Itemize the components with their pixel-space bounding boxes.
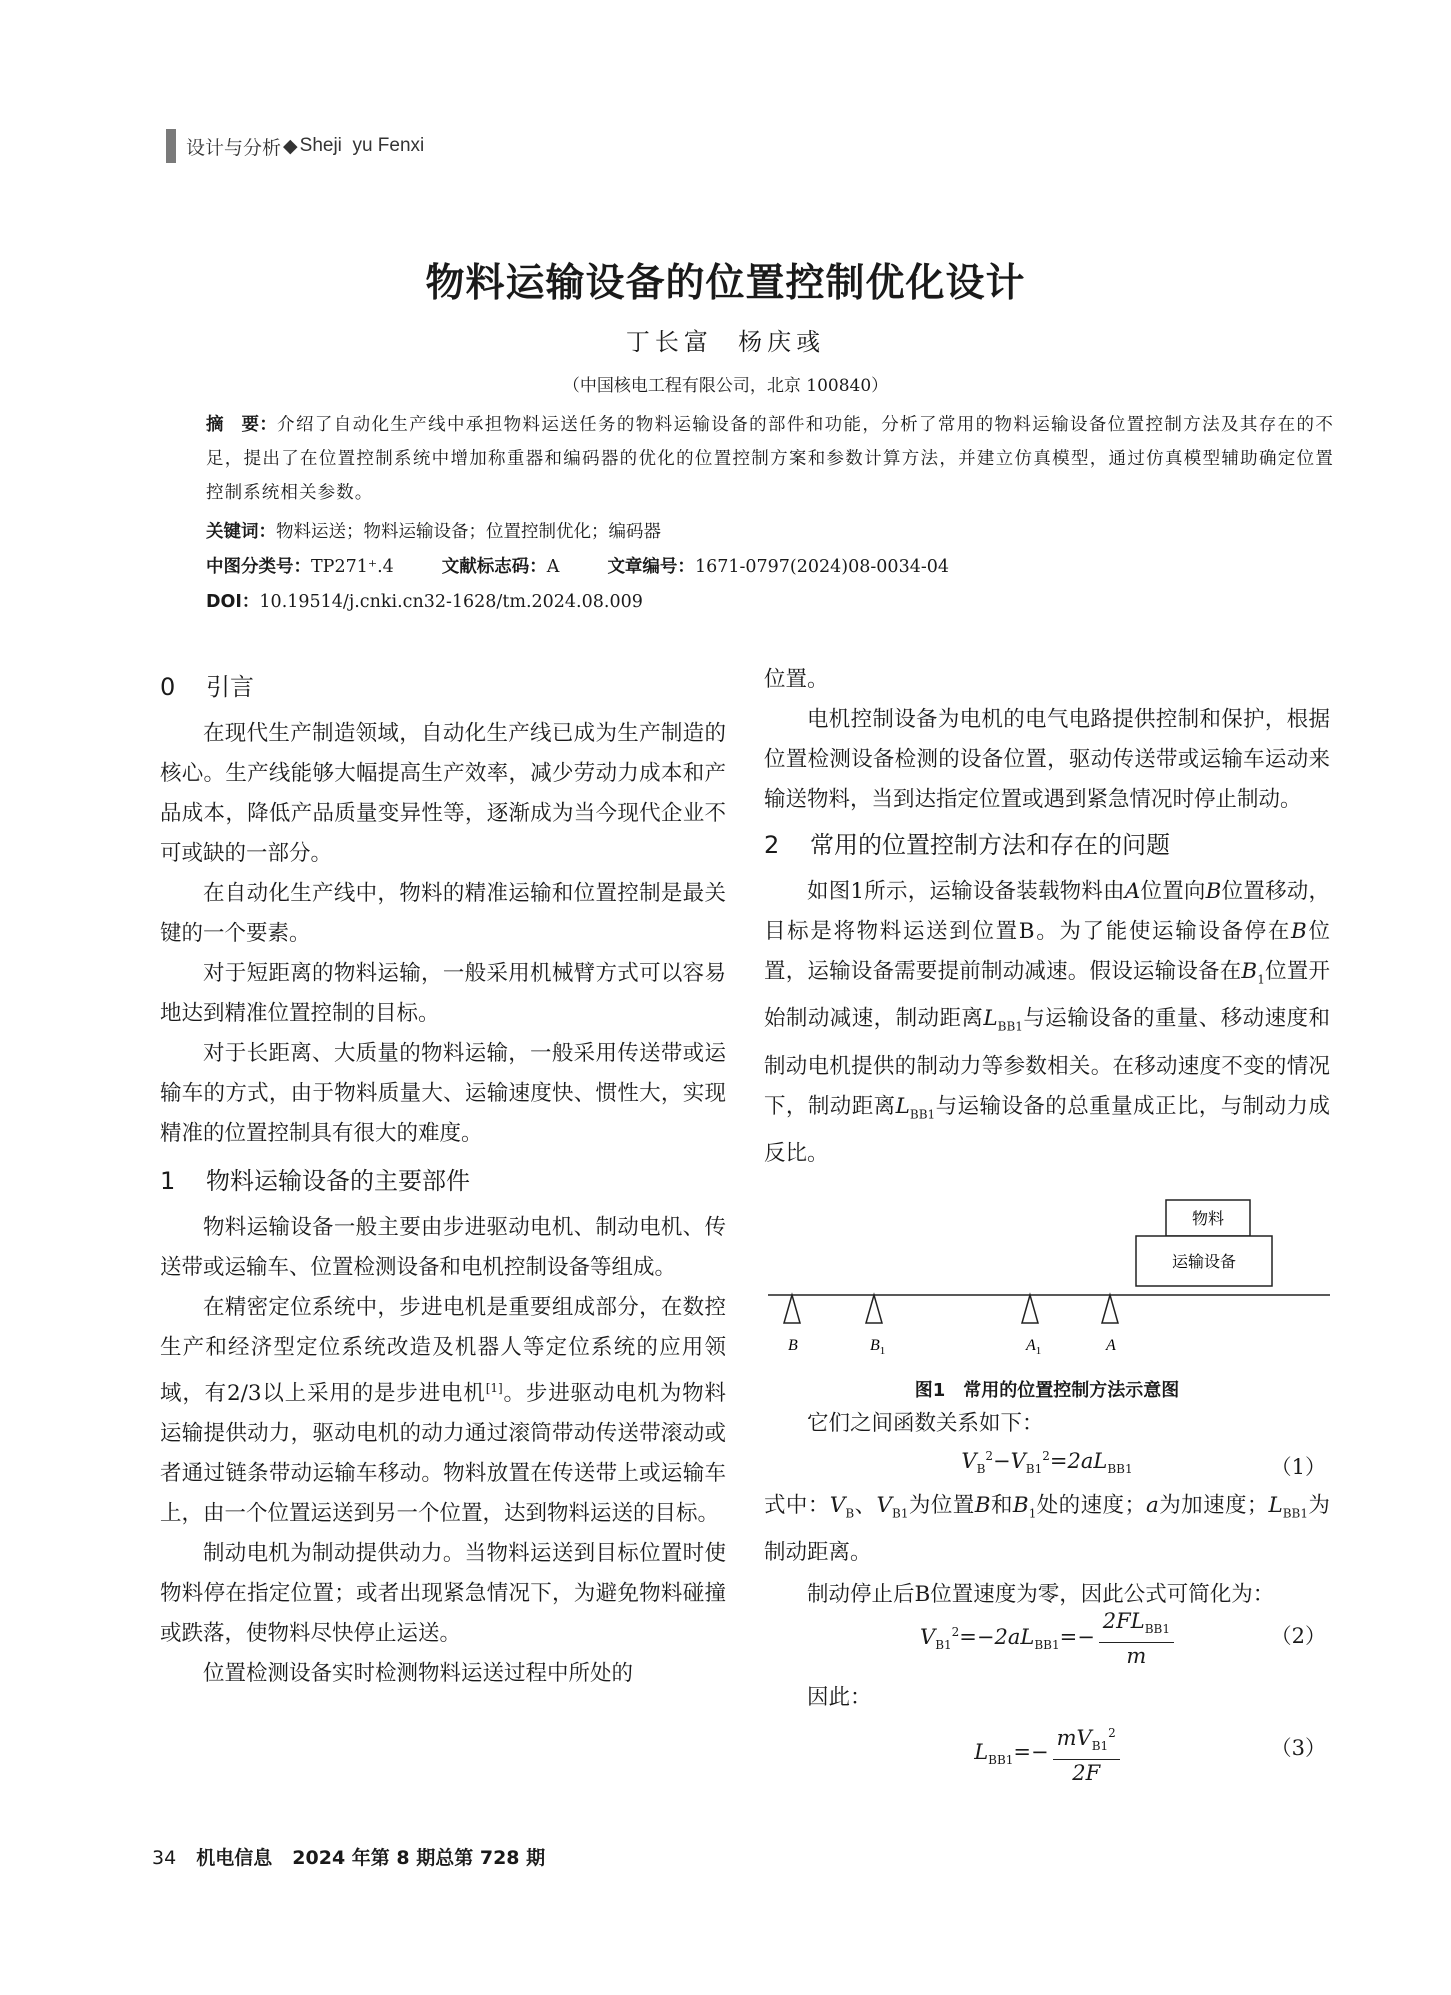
running-header — [166, 128, 424, 164]
position-label-b1: $B_1$ — [870, 1337, 886, 1357]
paragraph-text: 。步进驱动电机为物料运输提供动力，驱动电机的动力通过滚筒带动传送带滚动或者通过链条带动运输车移动。物料放置在传送带上或运输车上，由一个位置运送到另一个位置，达到物料运送的目标。 — [160, 1381, 726, 1527]
doc-code-label: 文献标志码： — [441, 557, 547, 577]
paragraph-text: 在精密定位系统中，步进电机是重要组成部分，在数控生产和经济型定位系统改造及机器人等定位系统的应用领域，有2/3以上采用的是步进电机 — [160, 1295, 726, 1407]
header-section-pinyin: Sheji yu Fenxi — [299, 135, 425, 156]
equation-3 — [764, 1720, 1330, 1786]
equation-1-body: $V_B^2-V_{B1}^2=2aL_{BB1}$ — [961, 1449, 1133, 1477]
paragraph: 电机控制设备为电机的电气电路提供控制和保护，根据位置检测设备检测的设备位置，驱动传送带或运输车运动来输送物料，当到达指定位置或遇到紧急情况时停止制动。 — [764, 707, 1330, 812]
paragraph: 它们之间函数关系如下： — [807, 1411, 1044, 1436]
left-column — [160, 664, 726, 1694]
equation-2-number: （2） — [1270, 1624, 1326, 1648]
paragraph: 对于短距离的物料运输，一般采用机械臂方式可以容易地达到精准位置控制的目标。 — [160, 961, 726, 1026]
where-block — [764, 1486, 1330, 1615]
equation-1 — [764, 1449, 1330, 1479]
header-section-cn: 设计与分析 — [186, 136, 282, 159]
equation-section — [764, 1404, 1330, 1444]
keywords-label: 关键词： — [206, 522, 276, 542]
position-label-a: A — [1106, 1337, 1116, 1354]
paragraph: 因此： — [807, 1685, 872, 1710]
paragraph: 位置检测设备实时检测物料运送过程中所处的 — [203, 1661, 634, 1687]
abstract-label: 摘 要： — [206, 415, 278, 435]
doi-label: DOI： — [206, 592, 260, 612]
position-marker-b — [784, 1295, 800, 1323]
section-0-heading — [160, 664, 726, 710]
where-text: 式中：$V_B$、$V_{B1}$为位置B和$B_1$处的速度；a为加速度；$L_{BB1}$为制动距离。 — [764, 1493, 1330, 1566]
clc-value: TP271⁺.4 — [311, 557, 394, 577]
paragraph: 物料运输设备一般主要由步进驱动电机、制动电机、传送带或运输车、位置检测设备和电机控制设备等组成。 — [160, 1215, 726, 1280]
equation-3-body: $L_{BB1}=-$ $mV_{B1}^2$ 2F — [764, 1720, 1330, 1786]
page-number: 34 — [152, 1847, 177, 1869]
figure-1-caption: 图1 常用的位置控制方法示意图 — [914, 1380, 1180, 1401]
section-1-number: 1 — [160, 1167, 176, 1195]
paper-title: 物料运输设备的位置控制优化设计 — [425, 261, 1026, 306]
equipment-label: 运输设备 — [1171, 1252, 1237, 1271]
position-marker-a1 — [1022, 1295, 1038, 1323]
clc-label: 中图分类号： — [206, 557, 311, 577]
section-2-title: 常用的位置控制方法和存在的问题 — [810, 831, 1170, 859]
section-1-title: 物料运输设备的主要部件 — [206, 1167, 470, 1195]
article-number-label: 文章编号： — [607, 557, 695, 577]
paragraph: 制动电机为制动提供动力。当物料运送到目标位置时使物料停在指定位置；或者出现紧急情况下，为避免物料碰撞或跌落，使物料尽快停止运送。 — [160, 1541, 726, 1647]
header-bar — [166, 129, 176, 163]
doc-code-value: A — [546, 557, 560, 577]
journal-name: 机电信息 — [196, 1847, 273, 1869]
paragraph: 对于长距离、大质量的物料运输，一般采用传送带或运输车的方式，由于物料质量大、运输速度快、惯性大，实现精准的位置控制具有很大的难度。 — [160, 1041, 726, 1146]
keywords — [206, 518, 661, 543]
authors: 丁长富 杨庆彧 — [625, 328, 826, 356]
therefore-block — [764, 1678, 1330, 1718]
position-label-b: B — [788, 1337, 798, 1354]
position-label-a1: $A_1$ — [1026, 1337, 1042, 1357]
paragraph: 在现代生产制造领域，自动化生产线已成为生产制造的核心。生产线能够大幅提高生产效率，减少劳动力成本和产品成本，降低产品质量变异性等，逐渐成为当今现代企业不可或缺的一部分。 — [160, 721, 726, 866]
classification-line — [206, 553, 949, 578]
page-footer — [152, 1843, 545, 1870]
paragraph — [764, 872, 1330, 1174]
position-marker-b1 — [866, 1295, 882, 1323]
section-2-number: 2 — [764, 831, 780, 859]
section-2-heading — [764, 822, 1330, 868]
paragraph: 位置。 — [764, 667, 829, 692]
affiliation: （中国核电工程有限公司，北京 100840） — [562, 376, 889, 396]
abstract-text: 介绍了自动化生产线中承担物料运送任务的物料运输设备的部件和功能，分析了常用的物料运输设备位置控制方法及其存在的不足，提出了在位置控制系统中增加称重器和编码器的优化的位置控制方案和参数计算方法，并建立仿真模型，通过仿真模型辅助确定位置控制系统相关参数。 — [206, 415, 1334, 503]
equation-1-number: （1） — [1270, 1455, 1326, 1479]
equation-2-body: $V_{B1}^2=-2aL_{BB1}=-$ $2FL_{BB1}$ m — [764, 1608, 1330, 1669]
header-bullet: ◆ — [283, 135, 298, 157]
article-number-value: 1671-0797(2024)08-0034-04 — [694, 557, 950, 577]
keywords-text: 物料运送；物料运输设备；位置控制优化；编码器 — [276, 522, 661, 542]
paragraph-text: 如图1所示，运输设备装载物料由A位置向B位置移动，目标是将物料运送到位置B。为了能使运输设备停在B位置，运输设备需要提前制动减速。假设运输设备在$B_1$位置开始制动减速，制动距离$L_{BB1}$与运输设备的重量、移动速度和制动电机提供的制动力等参数相关。在移动速度不变的情况下，制动距离$L_{BB1}$与运输设备的总重量成正比，与制动力成反比。 — [764, 879, 1330, 1166]
abstract — [206, 408, 1334, 510]
material-label: 物料 — [1191, 1209, 1225, 1228]
doi-value: 10.19514/j.cnki.cn32-1628/tm.2024.08.009 — [259, 592, 643, 612]
section-0-number: 0 — [160, 673, 176, 701]
equation-2 — [764, 1608, 1330, 1669]
doi-line — [206, 588, 643, 613]
citation-ref[interactable]: [1] — [485, 1381, 503, 1395]
section-1-heading — [160, 1158, 726, 1204]
paragraph: 在自动化生产线中，物料的精准运输和位置控制是最关键的一个要素。 — [160, 881, 726, 946]
section-0-title: 引言 — [206, 673, 254, 701]
figure-1 — [764, 1198, 1334, 1368]
position-marker-a — [1102, 1295, 1118, 1323]
paragraph: 制动停止后B位置速度为零，因此公式可简化为： — [807, 1582, 1275, 1608]
right-column — [764, 660, 1330, 1174]
paragraph — [160, 1288, 726, 1534]
equation-3-number: （3） — [1270, 1736, 1326, 1760]
issue-info: 2024 年第 8 期总第 728 期 — [292, 1847, 546, 1869]
